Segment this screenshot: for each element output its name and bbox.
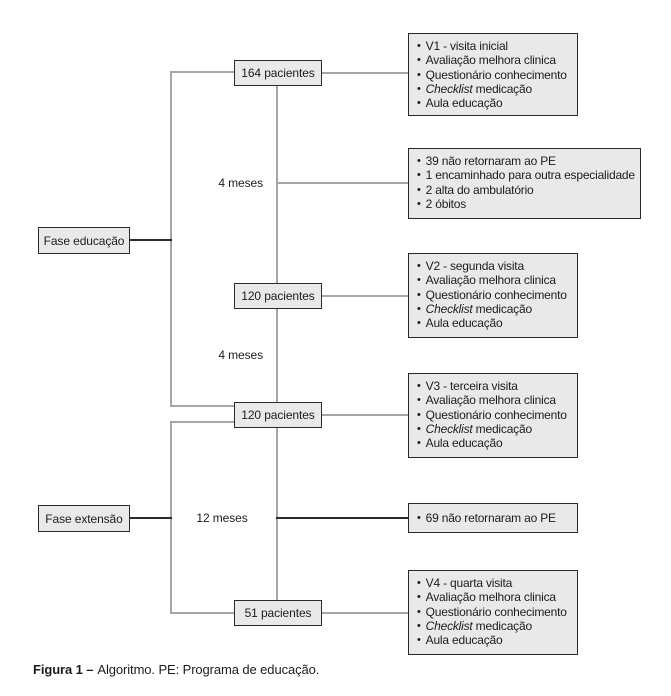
- bullet-item-text: Aula educação: [425, 436, 503, 451]
- bullet-item: [417, 168, 634, 182]
- bullet-item-text: V2 - segunda visita: [425, 259, 524, 273]
- bullet-item: [417, 408, 571, 422]
- bullet-item: [417, 511, 571, 525]
- bullet-item: [417, 273, 571, 287]
- phase-box-educacao: [38, 227, 130, 254]
- bullet-item: [417, 590, 571, 604]
- bullet-item: [417, 633, 571, 647]
- connector-fase-extensao: [129, 517, 172, 519]
- bullet-icon: •: [417, 82, 421, 95]
- bullet-icon: •: [417, 155, 421, 167]
- bullet-item: [417, 39, 571, 53]
- bullet-item-text: Checklist medicação: [425, 81, 532, 96]
- bullet-item: [417, 619, 571, 633]
- bullet-item-text: Aula educação: [425, 633, 503, 648]
- connector-branch-dropout-12m: [276, 517, 408, 519]
- interval-label-4-meses-2: 4 meses: [218, 348, 263, 362]
- bullet-icon: •: [417, 288, 421, 301]
- connector-spine-164-120a: [276, 86, 278, 283]
- bullet-icon: •: [417, 54, 421, 67]
- figure-caption-number: Figura 1 –: [33, 662, 94, 677]
- bullet-icon: •: [417, 634, 421, 647]
- bullet-item-text: V1 - visita inicial: [425, 39, 508, 53]
- detail-box-v4: [408, 570, 578, 655]
- bullet-item: [417, 68, 571, 82]
- bullet-item-text: Checklist medicação: [425, 421, 532, 436]
- bullet-item: [417, 259, 571, 273]
- bullet-item-text: Questionário conhecimento: [425, 67, 567, 82]
- bullet-icon: •: [417, 591, 421, 604]
- bullet-item-text: V3 - terceira visita: [425, 379, 518, 393]
- connector-trunk-to-164: [170, 71, 234, 73]
- bullet-item-text: 2 óbitos: [425, 196, 467, 211]
- bullet-item-text: Aula educação: [425, 316, 503, 331]
- bullet-icon: •: [417, 422, 421, 435]
- bullet-icon: •: [417, 605, 421, 618]
- phase-label: Fase educação: [43, 233, 125, 248]
- phase-label: Fase extensão: [45, 511, 123, 526]
- bullet-item-text: Aula educação: [425, 96, 503, 111]
- bullet-item-text: Questionário conhecimento: [425, 287, 567, 302]
- connector-branch-dropout-4m: [276, 182, 408, 184]
- bullet-item: [417, 576, 571, 590]
- bullet-icon: •: [417, 197, 421, 210]
- patient-count-label: 120 pacientes: [241, 408, 315, 422]
- bullet-icon: •: [417, 97, 421, 110]
- bullet-item: [417, 82, 571, 96]
- detail-box-v2: [408, 253, 578, 338]
- bullet-icon: •: [417, 68, 421, 81]
- patient-count-label: 120 pacientes: [241, 289, 315, 303]
- bullet-item: [417, 154, 634, 168]
- connector-trunk-to-120b-lower: [170, 421, 234, 423]
- bullet-icon: •: [417, 380, 421, 392]
- bullet-item-text: Questionário conhecimento: [425, 407, 567, 422]
- bullet-item-text: 1 encaminhado para outra especialidade: [425, 168, 635, 183]
- bullet-item-text: Checklist medicação: [425, 301, 532, 316]
- bullet-item: [417, 393, 571, 407]
- bullet-icon: •: [417, 577, 421, 589]
- connector-120b-to-v3: [322, 414, 408, 416]
- connector-51-to-v4: [322, 612, 408, 614]
- patient-box-164: [234, 60, 322, 86]
- connector-trunk-to-51: [170, 612, 234, 614]
- patient-count-label: 51 pacientes: [244, 606, 312, 620]
- patient-box-120-a: [234, 283, 322, 309]
- bullet-item: [417, 197, 634, 211]
- bullet-icon: •: [417, 40, 421, 52]
- connector-spine-120a-120b: [276, 309, 278, 402]
- bullet-item: [417, 605, 571, 619]
- bullet-item: [417, 183, 634, 197]
- bullet-item-text: Checklist medicação: [425, 618, 532, 633]
- bullet-item: [417, 53, 571, 67]
- bullet-item-text: 69 não retornaram ao PE: [425, 510, 556, 525]
- connector-fase-educacao: [129, 239, 172, 241]
- bullet-icon: •: [417, 619, 421, 632]
- phase-box-extensao: [38, 505, 130, 532]
- bullet-item: [417, 379, 571, 393]
- patient-box-120-b: [234, 402, 322, 428]
- bullet-item: [417, 288, 571, 302]
- bullet-icon: •: [417, 183, 421, 196]
- figure-caption-text: Algoritmo. PE: Programa de educação.: [97, 662, 320, 677]
- bullet-icon: •: [417, 260, 421, 272]
- bullet-icon: •: [417, 317, 421, 330]
- bullet-icon: •: [417, 437, 421, 450]
- detail-box-dropout-4m: [408, 148, 641, 219]
- bullet-item-text: Avaliação melhora clinica: [425, 393, 556, 408]
- bullet-item: [417, 422, 571, 436]
- bullet-item: [417, 316, 571, 330]
- bullet-icon: •: [417, 394, 421, 407]
- bullet-item-text: Avaliação melhora clinica: [425, 53, 556, 68]
- interval-label-12-meses: 12 meses: [196, 511, 248, 525]
- bullet-item-text: Avaliação melhora clinica: [425, 273, 556, 288]
- bullet-item: [417, 436, 571, 450]
- connector-trunk-to-120b-upper: [170, 405, 234, 407]
- bullet-item-text: 2 alta do ambulatório: [425, 182, 534, 197]
- patient-count-label: 164 pacientes: [241, 66, 315, 80]
- bullet-item-text: Avaliação melhora clinica: [425, 590, 556, 605]
- bullet-icon: •: [417, 274, 421, 287]
- bullet-item-text: V4 - quarta visita: [425, 576, 513, 590]
- bullet-icon: •: [417, 169, 421, 182]
- figure-caption: [33, 662, 319, 677]
- bullet-item-text: Questionário conhecimento: [425, 604, 567, 619]
- detail-box-v3: [408, 373, 578, 458]
- bullet-icon: •: [417, 408, 421, 421]
- connector-spine-120b-51: [276, 428, 278, 600]
- detail-box-v1: [408, 33, 578, 116]
- interval-label-4-meses-1: 4 meses: [218, 176, 263, 190]
- detail-box-dropout-12m: [408, 503, 578, 533]
- bullet-icon: •: [417, 302, 421, 315]
- bullet-item: [417, 96, 571, 110]
- bullet-icon: •: [417, 511, 421, 524]
- connector-120a-to-v2: [322, 295, 408, 297]
- bullet-item-text: 39 não retornaram ao PE: [425, 154, 556, 168]
- bullet-item: [417, 302, 571, 316]
- patient-box-51: [234, 600, 322, 626]
- connector-164-to-v1: [322, 72, 408, 74]
